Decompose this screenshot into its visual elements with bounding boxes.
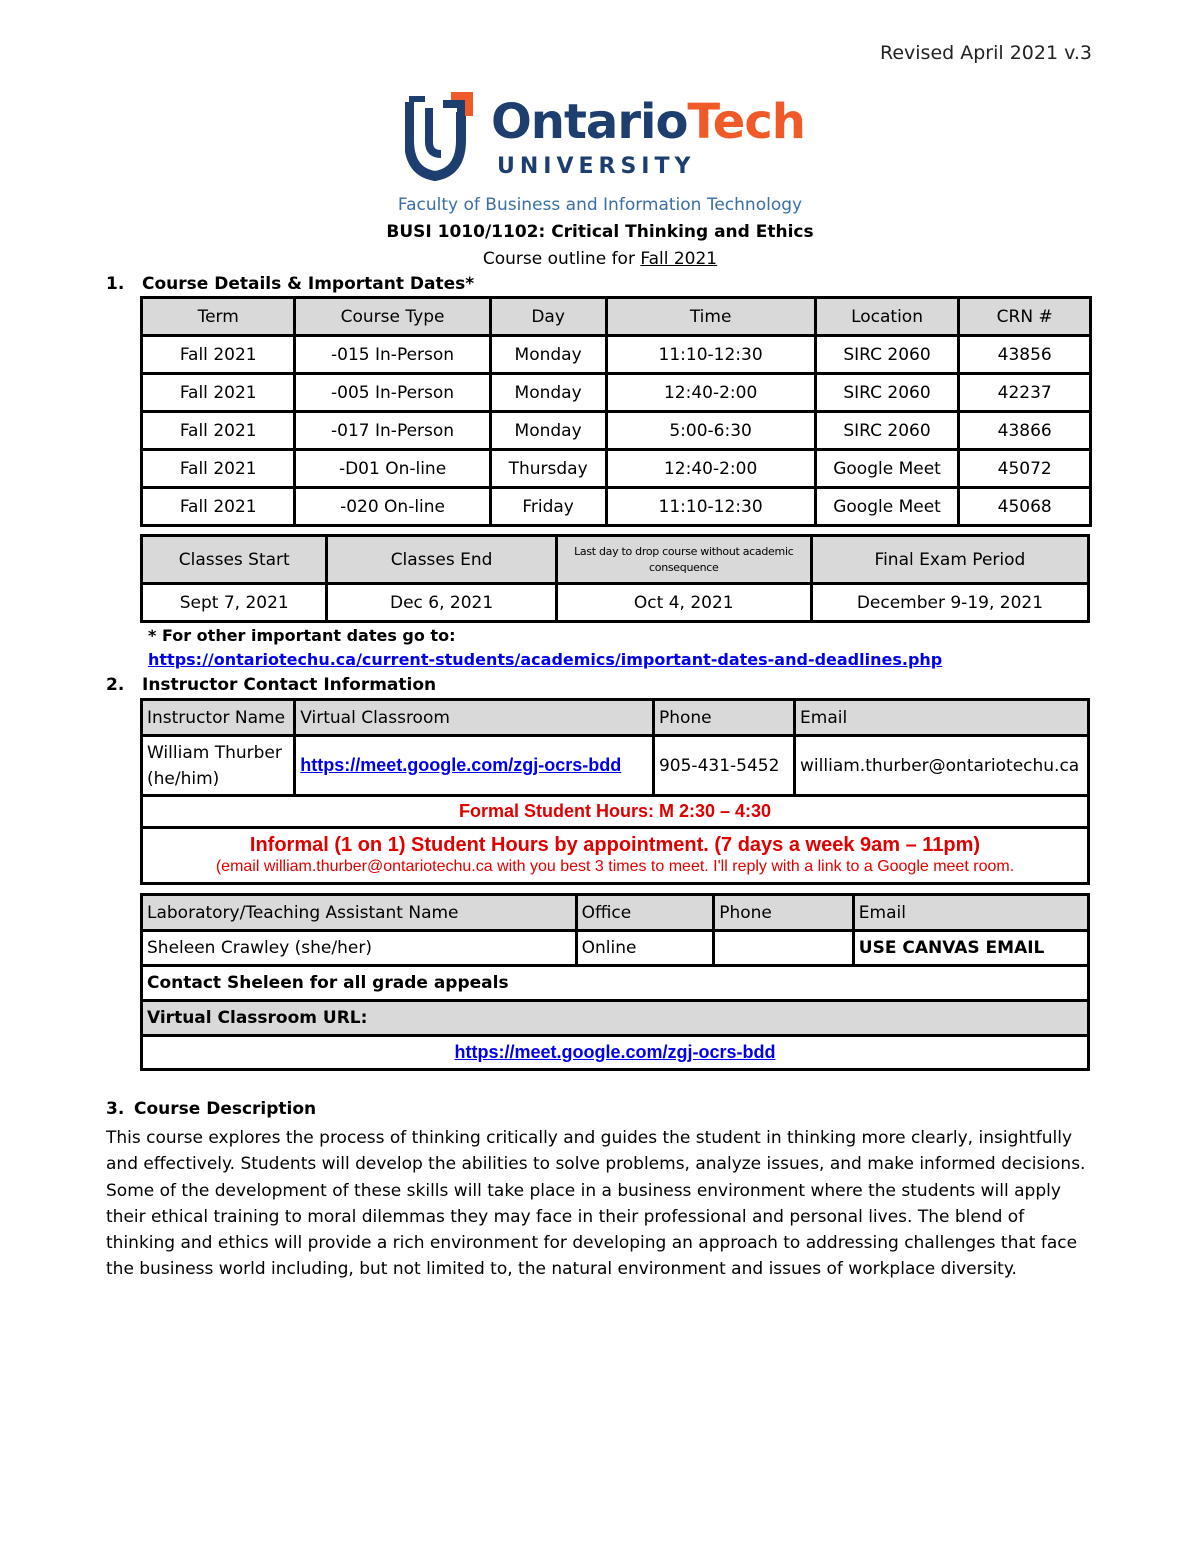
schedule-header: Course Type bbox=[295, 298, 490, 336]
dates-header: Final Exam Period bbox=[811, 536, 1088, 584]
ta-row bbox=[142, 931, 1089, 966]
ta-url-label-row bbox=[142, 1001, 1089, 1036]
table-cell: 12:40-2:00 bbox=[606, 374, 815, 412]
table-cell: 5:00-6:30 bbox=[606, 412, 815, 450]
schedule-header: Location bbox=[815, 298, 959, 336]
ta-header: Phone bbox=[714, 895, 854, 931]
table-cell: Thursday bbox=[490, 450, 606, 488]
ta-header-row bbox=[142, 895, 1089, 931]
table-cell: Fall 2021 bbox=[142, 412, 295, 450]
schedule-header: Time bbox=[606, 298, 815, 336]
outline-term: Fall 2021 bbox=[640, 249, 718, 269]
ta-appeals: Contact Sheleen for all grade appeals bbox=[142, 966, 1089, 1001]
instructor-phone: 905-431-5452 bbox=[653, 736, 794, 796]
informal-hours-cell bbox=[142, 828, 1089, 884]
ta-url-row bbox=[142, 1036, 1089, 1070]
ta-header: Office bbox=[576, 895, 714, 931]
date-value: Dec 6, 2021 bbox=[327, 584, 556, 622]
informal-hours: Informal (1 on 1) Student Hours by appointment. (7 days a week 9am – 11pm) bbox=[249, 833, 981, 856]
table-row bbox=[142, 488, 1091, 526]
course-title: BUSI 1010/1102: Critical Thinking and Ethics bbox=[386, 222, 814, 242]
dates-header: Classes End bbox=[327, 536, 556, 584]
table-cell: Monday bbox=[490, 412, 606, 450]
table-cell: Google Meet bbox=[815, 450, 959, 488]
schedule-header: Term bbox=[142, 298, 295, 336]
ta-office: Online bbox=[576, 931, 714, 966]
dates-header: Classes Start bbox=[142, 536, 327, 584]
table-cell: 45072 bbox=[959, 450, 1091, 488]
section-1-heading: 1. Course Details & Important Dates* bbox=[106, 274, 475, 294]
table-cell: Monday bbox=[490, 336, 606, 374]
table-row bbox=[142, 412, 1091, 450]
date-value: Oct 4, 2021 bbox=[556, 584, 811, 622]
schedule-header-row bbox=[142, 298, 1091, 336]
outline-prefix: Course outline for bbox=[482, 249, 641, 269]
table-row bbox=[142, 450, 1091, 488]
outline-term-line bbox=[0, 249, 1200, 269]
table-cell: 11:10-12:30 bbox=[606, 336, 815, 374]
ta-header: Laboratory/Teaching Assistant Name bbox=[142, 895, 577, 931]
formal-hours: Formal Student Hours: M 2:30 – 4:30 bbox=[142, 796, 1089, 828]
schedule-header: Day bbox=[490, 298, 606, 336]
instructor-name: William Thurber bbox=[147, 742, 282, 763]
other-dates-note: * For other important dates go to: bbox=[148, 626, 456, 645]
instructor-row bbox=[142, 736, 1089, 796]
informal-hours-note: (email william.thurber@ontariotechu.ca with you best 3 times to meet. I'll reply with a link to a Google meet room. bbox=[215, 857, 1015, 875]
instructor-header: Phone bbox=[653, 700, 794, 736]
date-value: Sept 7, 2021 bbox=[142, 584, 327, 622]
instructor-header: Virtual Classroom bbox=[295, 700, 654, 736]
table-cell: Friday bbox=[490, 488, 606, 526]
ta-url-cell bbox=[142, 1036, 1089, 1070]
table-cell: 43866 bbox=[959, 412, 1091, 450]
table-cell: Fall 2021 bbox=[142, 374, 295, 412]
section-3-heading: 3. Course Description bbox=[106, 1099, 317, 1119]
ta-name: Sheleen Crawley (she/her) bbox=[142, 931, 577, 966]
table-cell: 42237 bbox=[959, 374, 1091, 412]
logo-subtitle: UNIVERSITY bbox=[497, 154, 696, 179]
table-row bbox=[142, 336, 1091, 374]
ta-header: Email bbox=[853, 895, 1088, 931]
table-cell: 43856 bbox=[959, 336, 1091, 374]
table-cell: 12:40-2:00 bbox=[606, 450, 815, 488]
ta-url-label: Virtual Classroom URL: bbox=[142, 1001, 1089, 1036]
table-cell: Fall 2021 bbox=[142, 488, 295, 526]
table-cell: Fall 2021 bbox=[142, 336, 295, 374]
table-cell: -005 In-Person bbox=[295, 374, 490, 412]
instructor-email[interactable]: william.thurber@ontariotechu.ca bbox=[795, 736, 1089, 796]
table-row bbox=[142, 374, 1091, 412]
key-dates-table bbox=[140, 534, 1090, 623]
table-cell: -017 In-Person bbox=[295, 412, 490, 450]
formal-hours-row bbox=[142, 796, 1089, 828]
date-value: December 9-19, 2021 bbox=[811, 584, 1088, 622]
ta-appeals-row bbox=[142, 966, 1089, 1001]
table-cell: SIRC 2060 bbox=[815, 374, 959, 412]
university-logo bbox=[405, 92, 805, 182]
ta-table bbox=[140, 893, 1090, 1071]
section-2-heading: 2. Instructor Contact Information bbox=[106, 675, 437, 695]
table-cell: -020 On-line bbox=[295, 488, 490, 526]
dates-header-row bbox=[142, 536, 1089, 584]
table-cell: -D01 On-line bbox=[295, 450, 490, 488]
schedule-table bbox=[140, 296, 1092, 527]
dates-header: Last day to drop course without academic consequence bbox=[556, 536, 811, 584]
table-cell: -015 In-Person bbox=[295, 336, 490, 374]
virtual-classroom-cell bbox=[295, 736, 654, 796]
ta-email: USE CANVAS EMAIL bbox=[853, 931, 1088, 966]
logo-wordmark: OntarioTech bbox=[491, 94, 805, 150]
schedule-header: CRN # bbox=[959, 298, 1091, 336]
course-description: This course explores the process of thinking critically and guides the student in thinking more clearly, insightfully and effectively. Students will develop the abilities to solve problems, analyze issues, and make informed decisions. Some of the development of these skills will take place in a business environment where the students will apply their ethical training to moral dilemmas they may face in their professional and personal lives. The blend of thinking and ethics will provide a rich environment for developing an approach to addressing challenges that face the business world including, but not limited to, the natural environment and issues of workplace diversity. bbox=[106, 1128, 1086, 1280]
instructor-classroom-link[interactable]: https://meet.google.com/zgj-ocrs-bdd bbox=[300, 755, 622, 775]
table-cell: Fall 2021 bbox=[142, 450, 295, 488]
table-cell: SIRC 2060 bbox=[815, 336, 959, 374]
important-dates-link[interactable]: https://ontariotechu.ca/current-students/academics/important-dates-and-deadlines.php bbox=[148, 650, 943, 669]
table-cell: 45068 bbox=[959, 488, 1091, 526]
ta-phone bbox=[714, 931, 854, 966]
table-cell: 11:10-12:30 bbox=[606, 488, 815, 526]
instructor-header: Email bbox=[795, 700, 1089, 736]
table-cell: Monday bbox=[490, 374, 606, 412]
revision-note: Revised April 2021 v.3 bbox=[879, 42, 1092, 64]
instructor-name-cell bbox=[142, 736, 295, 796]
instructor-pronouns: (he/him) bbox=[147, 768, 220, 789]
table-cell: Google Meet bbox=[815, 488, 959, 526]
faculty-name: Faculty of Business and Information Technology bbox=[397, 195, 803, 215]
instructor-header: Instructor Name bbox=[142, 700, 295, 736]
instructor-table bbox=[140, 698, 1090, 885]
table-cell: SIRC 2060 bbox=[815, 412, 959, 450]
instructor-header-row bbox=[142, 700, 1089, 736]
dates-values-row bbox=[142, 584, 1089, 622]
ta-classroom-link[interactable]: https://meet.google.com/zgj-ocrs-bdd bbox=[454, 1042, 776, 1062]
informal-hours-row bbox=[142, 828, 1089, 884]
